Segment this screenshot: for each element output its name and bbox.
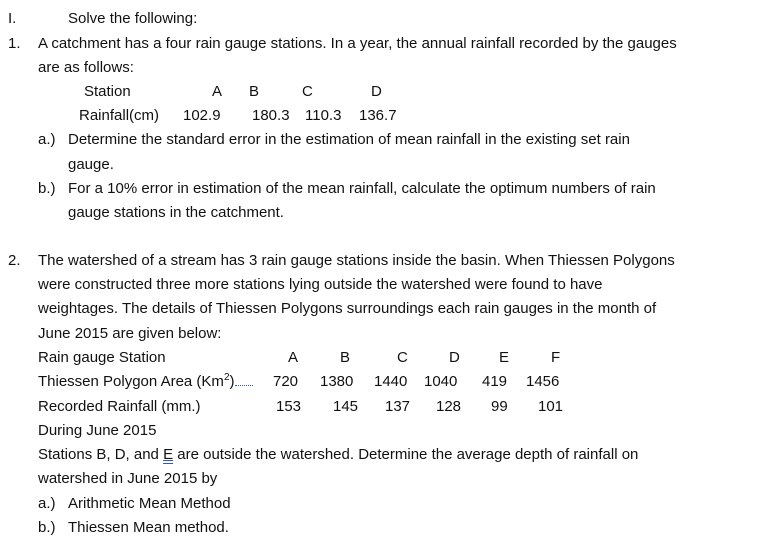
q1-text-line: are as follows:: [38, 59, 134, 76]
q2-part-b-text: Thiessen Mean method.: [68, 519, 229, 536]
q1-part-a-text: Determine the standard error in the estimation of mean rainfall in the existing set rain: [68, 131, 630, 148]
q1-rainfall-cell: 110.3: [305, 107, 342, 124]
q2-rainfall-label: Recorded Rainfall (mm.): [38, 398, 201, 415]
q2-area-label: [38, 372, 253, 392]
q1-rainfall-cell: 102.9: [183, 107, 221, 124]
q2-station-cell: D: [449, 349, 460, 366]
q2-part-a-label: a.): [38, 495, 56, 512]
q1-station-cell: D: [371, 83, 382, 100]
q1-part-b-label: b.): [38, 180, 56, 197]
section-roman-numeral: I.: [8, 10, 17, 27]
q1-rainfall-label: Rainfall(cm): [79, 107, 160, 124]
q2-station-cell: F: [551, 349, 561, 366]
q2-rainfall-cell: 145: [333, 398, 359, 415]
q1-number: 1.: [8, 35, 21, 52]
q2-station-label: Rain gauge Station: [38, 349, 166, 366]
q1-text-line: A catchment has a four rain gauge stations. In a year, the annual rainfall recorded by the gauges: [38, 35, 677, 52]
q2-station-cell: B: [340, 349, 351, 366]
q2-area-label-suffix: ): [229, 373, 235, 390]
q2-part-a-text: Arithmetic Mean Method: [68, 495, 231, 512]
q2-area-label-sup: 2: [223, 372, 230, 383]
q1-part-a-text: gauge.: [68, 156, 114, 173]
q2-text-line: The watershed of a stream has 3 rain gauge stations inside the basin. When Thiessen Polygons: [38, 252, 675, 269]
q2-station-cell: E: [499, 349, 510, 366]
q2-station-cell: A: [288, 349, 299, 366]
q1-part-b-text: For a 10% error in estimation of the mean rainfall, calculate the optimum numbers of rain: [68, 180, 656, 197]
q2-text-line: weightages. The details of Thiessen Polygons surroundings each rain gauges in the month of: [38, 300, 657, 317]
q1-rainfall-cell: 136.7: [359, 107, 397, 124]
q2-station-cell: C: [397, 349, 408, 366]
q1-station-label: Station: [84, 83, 131, 100]
q2-area-cell: 419: [482, 373, 508, 390]
q2-part-b-label: b.): [38, 519, 56, 536]
q2-period: During June 2015: [38, 422, 157, 439]
spellcheck-dotted-underline: [235, 385, 253, 386]
q1-part-a-label: a.): [38, 131, 56, 148]
q2-rainfall-cell: 128: [436, 398, 462, 415]
q1-station-cell: C: [302, 83, 313, 100]
q2-number: 2.: [8, 252, 21, 269]
q2-rainfall-cell: 101: [538, 398, 564, 415]
q2-area-cell: 1440: [374, 373, 408, 390]
q2-rainfall-cell: 99: [491, 398, 508, 415]
q2-rainfall-cell: 153: [276, 398, 302, 415]
q2-outside-pre: Stations B, D, and: [38, 446, 164, 463]
q2-outside-e: E: [163, 446, 174, 463]
q2-outside-line: [38, 445, 638, 465]
q2-outside-post: are outside the watershed. Determine the average depth of rainfall on: [173, 446, 639, 463]
q1-station-cell: A: [212, 83, 223, 100]
q2-text-line: June 2015 are given below:: [38, 325, 222, 342]
q2-text-line: were constructed three more stations lying outside the watershed were found to have: [38, 276, 603, 293]
q2-area-cell: 1040: [424, 373, 458, 390]
q2-area-cell: 1380: [320, 373, 354, 390]
section-title: Solve the following:: [68, 10, 198, 27]
q2-area-cell: 720: [273, 373, 299, 390]
q2-rainfall-cell: 137: [385, 398, 411, 415]
q1-part-b-text: gauge stations in the catchment.: [68, 204, 284, 221]
q1-station-cell: B: [249, 83, 260, 100]
q2-area-cell: 1456: [526, 373, 560, 390]
q2-outside-line2: watershed in June 2015 by: [38, 470, 218, 487]
q1-rainfall-cell: 180.3: [252, 107, 290, 124]
q2-area-label-prefix: Thiessen Polygon Area (Km: [38, 373, 224, 390]
